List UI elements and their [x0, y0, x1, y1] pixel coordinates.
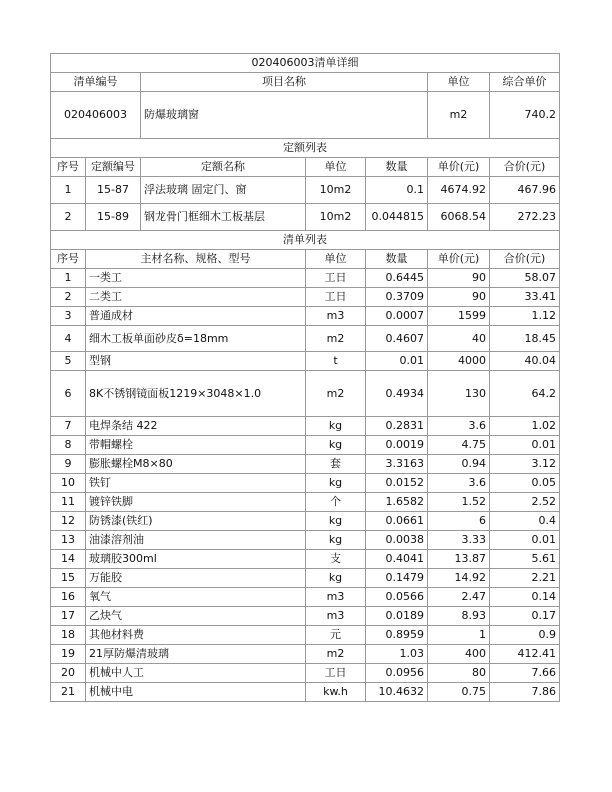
material-unit-header: 单位	[306, 250, 366, 269]
detail-table	[50, 53, 560, 702]
material-qty: 0.4934	[366, 371, 428, 417]
material-name: 乙炔气	[86, 607, 306, 626]
material-total: 2.52	[490, 493, 560, 512]
title-row	[51, 54, 560, 73]
material-row	[51, 664, 560, 683]
material-total: 64.2	[490, 371, 560, 417]
material-price: 40	[428, 326, 490, 352]
material-name: 8K不锈钢镜面板1219×3048×1.0	[86, 371, 306, 417]
material-unit: kg	[306, 512, 366, 531]
material-unit: 工日	[306, 664, 366, 683]
material-price: 4.75	[428, 436, 490, 455]
material-total: 7.66	[490, 664, 560, 683]
material-seq: 4	[51, 326, 86, 352]
list-price-header: 综合单价	[490, 73, 560, 92]
material-name: 机械中人工	[86, 664, 306, 683]
material-name: 机械中电	[86, 683, 306, 702]
material-unit: m3	[306, 588, 366, 607]
quota-code: 15-87	[86, 177, 141, 204]
material-seq: 11	[51, 493, 86, 512]
material-seq: 19	[51, 645, 86, 664]
material-price: 13.87	[428, 550, 490, 569]
material-qty: 0.0189	[366, 607, 428, 626]
quota-code: 15-89	[86, 204, 141, 231]
material-row	[51, 645, 560, 664]
list-item-code: 020406003	[51, 92, 141, 139]
quota-header-row	[51, 158, 560, 177]
material-qty: 0.3709	[366, 288, 428, 307]
material-unit: 元	[306, 626, 366, 645]
material-unit: m3	[306, 607, 366, 626]
material-row	[51, 371, 560, 417]
material-total-header: 合价(元)	[490, 250, 560, 269]
material-name: 电焊条结 422	[86, 417, 306, 436]
material-price: 3.6	[428, 474, 490, 493]
material-name: 防锈漆(铁红)	[86, 512, 306, 531]
quota-code-header: 定额编号	[86, 158, 141, 177]
material-name-header: 主材名称、规格、型号	[86, 250, 306, 269]
material-seq: 16	[51, 588, 86, 607]
quota-total-header: 合价(元)	[490, 158, 560, 177]
material-price: 90	[428, 269, 490, 288]
material-seq: 15	[51, 569, 86, 588]
material-price: 3.33	[428, 531, 490, 550]
material-qty: 0.0956	[366, 664, 428, 683]
material-name: 铁钉	[86, 474, 306, 493]
material-total: 2.21	[490, 569, 560, 588]
material-seq: 7	[51, 417, 86, 436]
material-price: 2.47	[428, 588, 490, 607]
material-total: 0.17	[490, 607, 560, 626]
material-section-title-row	[51, 231, 560, 250]
material-price: 4000	[428, 352, 490, 371]
material-seq: 14	[51, 550, 86, 569]
material-name: 其他材料费	[86, 626, 306, 645]
quota-seq: 1	[51, 177, 86, 204]
quota-name: 浮法玻璃 固定门、窗	[141, 177, 306, 204]
material-seq: 6	[51, 371, 86, 417]
material-qty: 10.4632	[366, 683, 428, 702]
material-name: 油漆溶剂油	[86, 531, 306, 550]
material-price: 130	[428, 371, 490, 417]
material-row	[51, 307, 560, 326]
material-qty: 0.1479	[366, 569, 428, 588]
material-qty: 1.6582	[366, 493, 428, 512]
list-code-header: 清单编号	[51, 73, 141, 92]
material-total: 7.86	[490, 683, 560, 702]
material-qty: 0.0566	[366, 588, 428, 607]
material-total: 33.41	[490, 288, 560, 307]
quota-seq-header: 序号	[51, 158, 86, 177]
material-unit: t	[306, 352, 366, 371]
list-item-row	[51, 92, 560, 139]
material-name: 万能胶	[86, 569, 306, 588]
material-unit: m2	[306, 326, 366, 352]
material-price: 80	[428, 664, 490, 683]
material-row	[51, 455, 560, 474]
material-qty: 0.4041	[366, 550, 428, 569]
material-name: 二类工	[86, 288, 306, 307]
quota-unit: 10m2	[306, 177, 366, 204]
material-row	[51, 474, 560, 493]
material-price: 3.6	[428, 417, 490, 436]
material-seq: 9	[51, 455, 86, 474]
material-unit: 套	[306, 455, 366, 474]
material-row	[51, 493, 560, 512]
material-qty: 3.3163	[366, 455, 428, 474]
material-seq: 5	[51, 352, 86, 371]
quota-unit: 10m2	[306, 204, 366, 231]
material-name: 21厚防爆清玻璃	[86, 645, 306, 664]
material-total: 412.41	[490, 645, 560, 664]
material-name: 细木工板单面砂皮δ=18mm	[86, 326, 306, 352]
material-price: 400	[428, 645, 490, 664]
material-unit: 工日	[306, 288, 366, 307]
material-unit: 支	[306, 550, 366, 569]
material-row	[51, 531, 560, 550]
material-seq: 2	[51, 288, 86, 307]
material-name: 镀锌铁脚	[86, 493, 306, 512]
material-total: 0.14	[490, 588, 560, 607]
material-name: 普通成材	[86, 307, 306, 326]
material-seq: 17	[51, 607, 86, 626]
material-row	[51, 569, 560, 588]
material-seq: 12	[51, 512, 86, 531]
material-header-row	[51, 250, 560, 269]
material-unit: kg	[306, 569, 366, 588]
material-qty: 0.0038	[366, 531, 428, 550]
material-qty: 1.03	[366, 645, 428, 664]
quota-row	[51, 177, 560, 204]
material-price: 1599	[428, 307, 490, 326]
quota-price: 6068.54	[428, 204, 490, 231]
material-qty: 0.2831	[366, 417, 428, 436]
material-name: 膨胀螺栓M8×80	[86, 455, 306, 474]
material-qty: 0.0152	[366, 474, 428, 493]
material-total: 0.01	[490, 531, 560, 550]
quota-total: 467.96	[490, 177, 560, 204]
material-total: 18.45	[490, 326, 560, 352]
material-total: 0.4	[490, 512, 560, 531]
material-seq-header: 序号	[51, 250, 86, 269]
material-row	[51, 626, 560, 645]
material-unit: kg	[306, 531, 366, 550]
material-qty-header: 数量	[366, 250, 428, 269]
material-price: 1.52	[428, 493, 490, 512]
material-row	[51, 512, 560, 531]
material-seq: 8	[51, 436, 86, 455]
sheet-title: 020406003清单详细	[51, 54, 560, 73]
material-seq: 3	[51, 307, 86, 326]
quota-price-header: 单价(元)	[428, 158, 490, 177]
material-row	[51, 326, 560, 352]
list-header-row	[51, 73, 560, 92]
material-unit: kg	[306, 417, 366, 436]
material-unit: kg	[306, 474, 366, 493]
quota-seq: 2	[51, 204, 86, 231]
material-price: 6	[428, 512, 490, 531]
material-name: 玻璃胶300ml	[86, 550, 306, 569]
material-row	[51, 352, 560, 371]
material-unit: m2	[306, 645, 366, 664]
material-total: 3.12	[490, 455, 560, 474]
material-qty: 0.0019	[366, 436, 428, 455]
material-unit: 工日	[306, 269, 366, 288]
material-seq: 10	[51, 474, 86, 493]
material-total: 1.12	[490, 307, 560, 326]
material-qty: 0.0007	[366, 307, 428, 326]
material-qty: 0.6445	[366, 269, 428, 288]
material-total: 40.04	[490, 352, 560, 371]
quota-unit-header: 单位	[306, 158, 366, 177]
material-seq: 21	[51, 683, 86, 702]
material-seq: 1	[51, 269, 86, 288]
material-name: 一类工	[86, 269, 306, 288]
material-name: 氧气	[86, 588, 306, 607]
material-total: 1.02	[490, 417, 560, 436]
quota-total: 272.23	[490, 204, 560, 231]
material-unit: m2	[306, 371, 366, 417]
list-item-name: 防爆玻璃窗	[141, 92, 428, 139]
material-row	[51, 607, 560, 626]
material-qty: 0.01	[366, 352, 428, 371]
material-total: 58.07	[490, 269, 560, 288]
material-unit: m3	[306, 307, 366, 326]
material-total: 0.9	[490, 626, 560, 645]
material-unit: kg	[306, 436, 366, 455]
quota-section-title: 定额列表	[51, 139, 560, 158]
material-section-title: 清单列表	[51, 231, 560, 250]
material-unit: 个	[306, 493, 366, 512]
material-row	[51, 288, 560, 307]
material-unit: kw.h	[306, 683, 366, 702]
quota-price: 4674.92	[428, 177, 490, 204]
material-price: 8.93	[428, 607, 490, 626]
material-price: 0.75	[428, 683, 490, 702]
quota-qty: 0.1	[366, 177, 428, 204]
quota-section-title-row	[51, 139, 560, 158]
material-row	[51, 436, 560, 455]
list-item-unit: m2	[428, 92, 490, 139]
list-name-header: 项目名称	[141, 73, 428, 92]
quota-qty-header: 数量	[366, 158, 428, 177]
material-price: 0.94	[428, 455, 490, 474]
quota-qty: 0.044815	[366, 204, 428, 231]
material-qty: 0.4607	[366, 326, 428, 352]
material-total: 0.01	[490, 436, 560, 455]
material-total: 0.05	[490, 474, 560, 493]
material-price: 1	[428, 626, 490, 645]
material-qty: 0.8959	[366, 626, 428, 645]
material-total: 5.61	[490, 550, 560, 569]
material-seq: 13	[51, 531, 86, 550]
material-row	[51, 683, 560, 702]
list-unit-header: 单位	[428, 73, 490, 92]
list-item-price: 740.2	[490, 92, 560, 139]
material-row	[51, 588, 560, 607]
material-price-header: 单价(元)	[428, 250, 490, 269]
quota-name: 钢龙骨门框细木工板基层	[141, 204, 306, 231]
material-qty: 0.0661	[366, 512, 428, 531]
quota-name-header: 定额名称	[141, 158, 306, 177]
material-seq: 18	[51, 626, 86, 645]
material-name: 型钢	[86, 352, 306, 371]
material-row	[51, 269, 560, 288]
material-price: 90	[428, 288, 490, 307]
material-row	[51, 550, 560, 569]
material-row	[51, 417, 560, 436]
material-seq: 20	[51, 664, 86, 683]
quota-row	[51, 204, 560, 231]
material-price: 14.92	[428, 569, 490, 588]
material-name: 带帽螺栓	[86, 436, 306, 455]
